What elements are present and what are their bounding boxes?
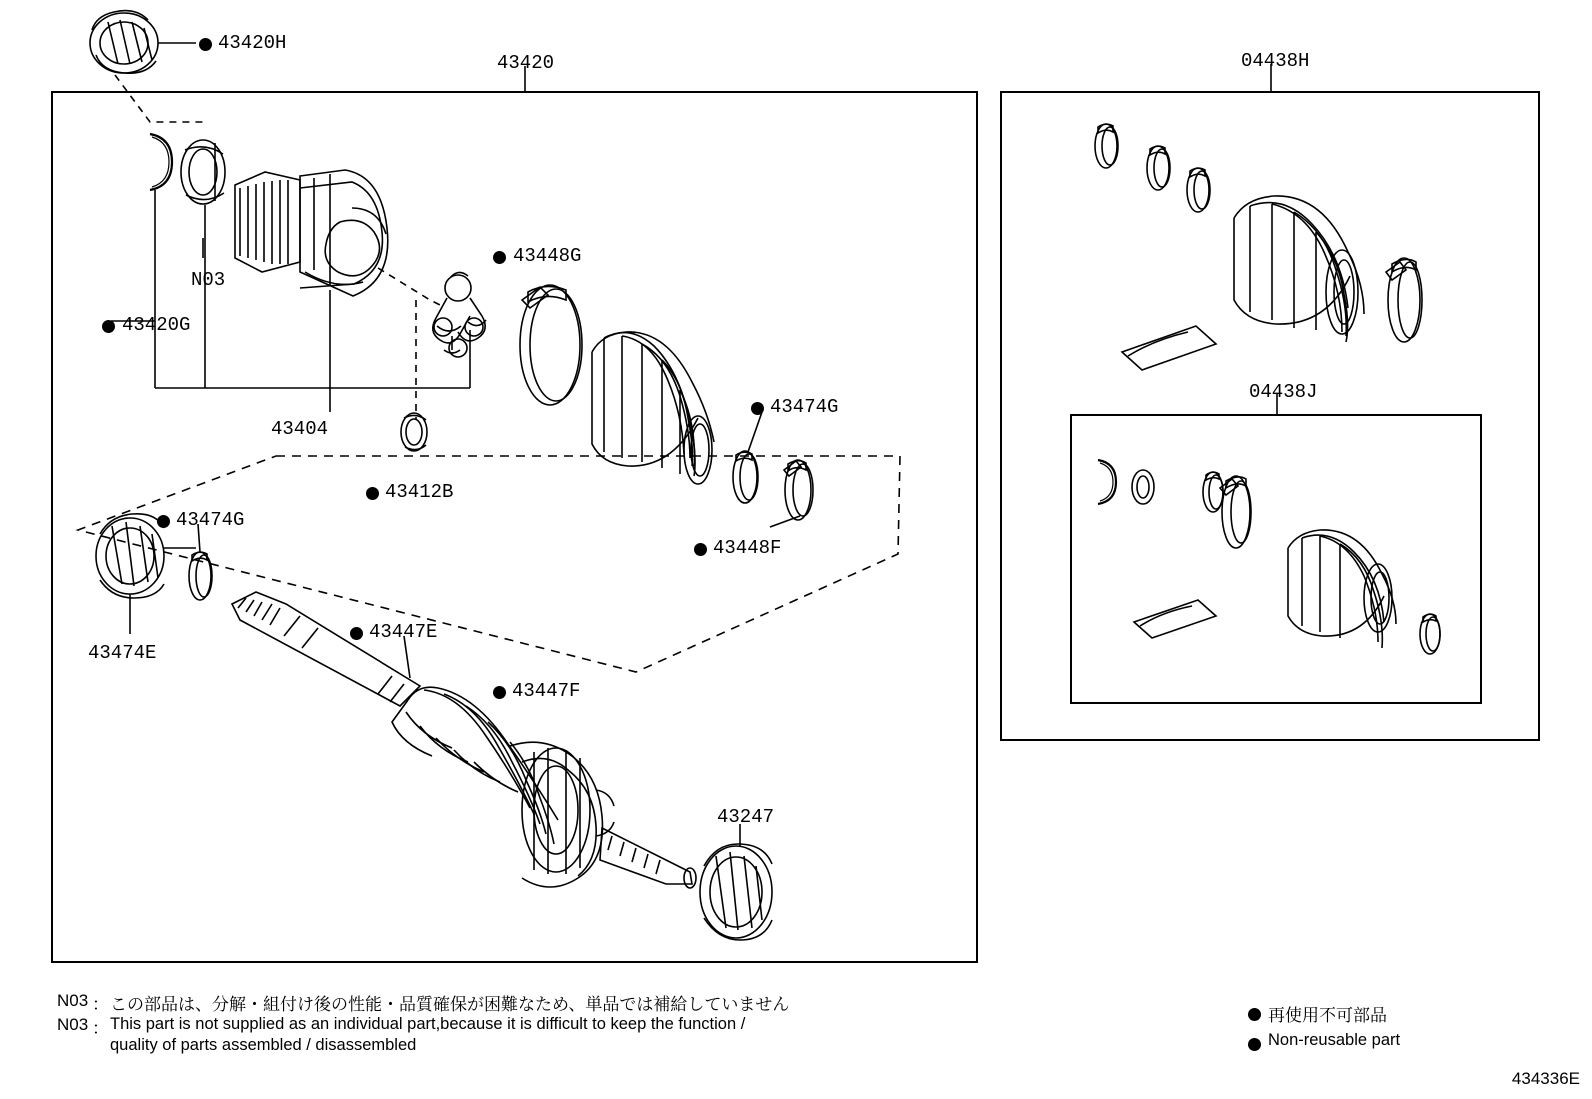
bullet-43420G bbox=[102, 320, 115, 333]
note-n03-separator-2: ： bbox=[92, 1019, 109, 1039]
bullet-43447E bbox=[350, 627, 363, 640]
legend-label-jp: 再使用不可部品 bbox=[1268, 1006, 1387, 1026]
part-label-43474E[interactable]: 43474E bbox=[88, 642, 157, 664]
part-label-43420H[interactable]: 43420H bbox=[218, 32, 287, 54]
legend-label-en: Non-reusable part bbox=[1268, 1031, 1401, 1049]
bullet-43474G-lower bbox=[157, 515, 170, 528]
note-n03-english-line1: This part is not supplied as an individual part,because it is difficult to keep the function / bbox=[110, 1015, 746, 1033]
part-label-43447E[interactable]: 43447E bbox=[369, 621, 438, 643]
legend-bullet-en bbox=[1248, 1038, 1261, 1051]
part-label-43448G[interactable]: 43448G bbox=[513, 245, 582, 267]
bullet-43420H bbox=[199, 38, 212, 51]
bullet-43448G bbox=[493, 251, 506, 264]
part-label-04438J[interactable]: 04438J bbox=[1249, 381, 1318, 403]
note-n03-japanese: この部品は、分解・組付け後の性能・品質確保が困難なため、単品では補給していません bbox=[110, 995, 790, 1015]
bullet-43448F bbox=[694, 543, 707, 556]
bullet-43412B bbox=[366, 487, 379, 500]
note-n03-english-line2: quality of parts assembled / disassembled bbox=[110, 1036, 417, 1054]
part-label-43420G[interactable]: 43420G bbox=[122, 314, 191, 336]
part-label-43474G-lower[interactable]: 43474G bbox=[176, 509, 245, 531]
bullet-43447F bbox=[493, 686, 506, 699]
diagram-code: 434336E bbox=[1511, 1069, 1580, 1088]
part-label-43404[interactable]: 43404 bbox=[271, 418, 329, 440]
part-label-04438H[interactable]: 04438H bbox=[1241, 50, 1310, 72]
note-n03-separator-1: ： bbox=[92, 995, 109, 1015]
part-label-43474G-upper[interactable]: 43474G bbox=[770, 396, 839, 418]
part-label-43448F[interactable]: 43448F bbox=[713, 537, 782, 559]
part-label-n03-upper: N03 bbox=[191, 269, 226, 291]
part-label-43247[interactable]: 43247 bbox=[717, 806, 775, 828]
part-label-43447F[interactable]: 43447F bbox=[512, 680, 581, 702]
part-label-43420[interactable]: 43420 bbox=[497, 52, 555, 74]
legend-bullet-jp bbox=[1248, 1008, 1261, 1021]
note-n03-tag-1: N03 bbox=[57, 991, 89, 1010]
part-label-43412B[interactable]: 43412B bbox=[385, 481, 454, 503]
bullet-43474G-upper bbox=[751, 402, 764, 415]
note-n03-tag-2: N03 bbox=[57, 1015, 89, 1034]
